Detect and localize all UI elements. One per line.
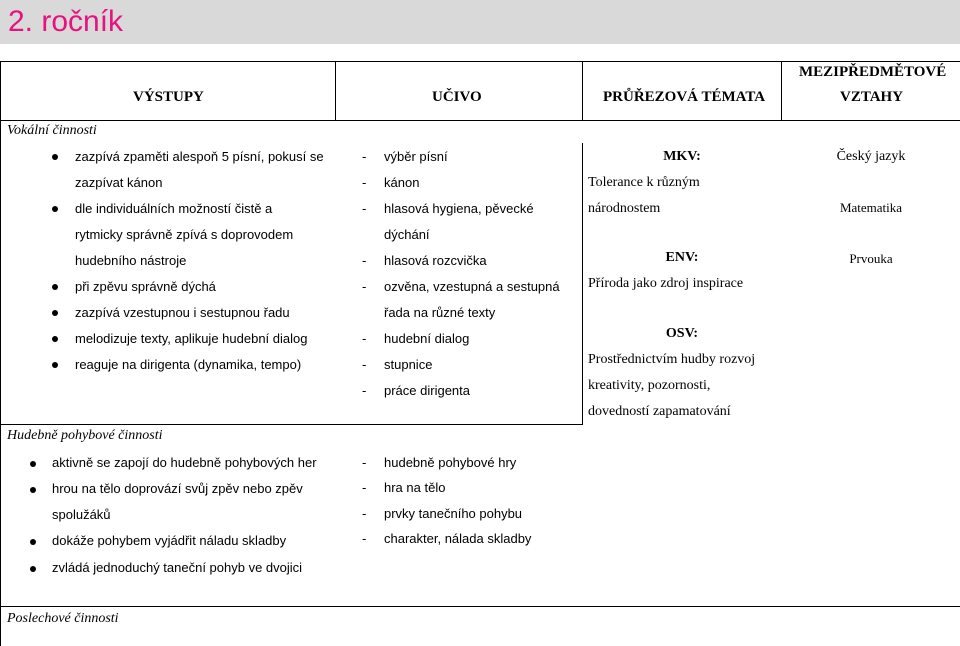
list-bullet [52,336,58,342]
list-dash: - [362,175,367,190]
list-dash: - [362,331,367,346]
mezipredmet-item: Matematika [839,200,903,215]
tema-osv-text: Prostřednictvím hudby rozvoj [588,352,756,367]
ucivo-item: hra na tělo [384,480,446,495]
tema-osv-text: dovedností zapamatování [588,404,731,419]
vystup-item-continuation: spolužáků [52,507,111,522]
list-bullet [30,566,36,572]
header-mezipredmetove-line1: MEZIPŘEDMĚTOVÉ [799,64,947,80]
grid-line-top [0,61,960,62]
list-dash: - [362,201,367,216]
heading-band [0,0,960,44]
vystup-item: zvládá jednoduchý taneční pohyb ve dvojici [52,560,303,575]
list-bullet [52,154,58,160]
list-dash: - [362,253,367,268]
header-vystupy: VÝSTUPY [133,89,204,105]
list-bullet [52,310,58,316]
list-dash: - [362,149,367,164]
header-ucivo: UČIVO [432,89,482,105]
vystup-item: dokáže pohybem vyjádřit náladu skladby [52,533,287,548]
list-dash: - [362,383,367,398]
header-mezipredmetove-line2: VZTAHY [840,89,904,105]
grid-line-header-bottom [0,120,960,121]
list-dash: - [362,455,367,470]
ucivo-item: hudebně pohybové hry [384,455,517,470]
list-bullet [52,362,58,368]
ucivo-item: hlasová hygiena, pěvecké [384,201,534,216]
ucivo-item-continuation: řada na různé texty [384,305,496,320]
grid-line-temata-divider [582,143,583,425]
list-bullet [30,487,36,493]
tema-env-text: Příroda jako zdroj inspirace [588,276,744,291]
ucivo-item: hudební dialog [384,331,470,346]
vystup-item: aktivně se zapojí do hudebně pohybových her [52,455,317,470]
section-poslechove-cinnosti: Poslechové činnosti [7,611,119,626]
list-bullet [30,539,36,545]
vystup-item-continuation: rytmicky správně zpívá s doprovodem [75,227,294,242]
ucivo-item: kánon [384,175,420,190]
mezipredmet-item: Český jazyk [836,149,906,164]
grid-line-left [0,61,1,646]
ucivo-item: charakter, nálada skladby [384,531,532,546]
vystup-item: reaguje na dirigenta (dynamika, tempo) [75,357,302,372]
grid-line-section3-top [0,606,960,607]
ucivo-item-continuation: dýchání [384,227,430,242]
list-dash: - [362,506,367,521]
list-bullet [52,284,58,290]
grid-line-ucivo-divider-header [582,61,583,121]
ucivo-item: prvky tanečního pohybu [384,506,523,521]
grid-line-temata-divider-header [781,61,782,121]
vystup-item-continuation: hudebního nástroje [75,253,187,268]
list-dash: - [362,480,367,495]
section-vokalni-cinnosti: Vokální činnosti [7,123,97,138]
header-prurezova-temata: PRŮŘEZOVÁ TÉMATA [603,89,766,105]
vystup-item-continuation: zazpívat kánon [75,175,163,190]
tema-osv-label: OSV: [665,326,699,341]
grid-line-vystupy-divider-header [335,61,336,121]
section-hudebne-pohybove-cinnosti: Hudebně pohybové činnosti [7,428,163,443]
tema-env-label: ENV: [665,250,699,265]
ucivo-item: hlasová rozcvička [384,253,487,268]
ucivo-item: práce dirigenta [384,383,470,398]
ucivo-item: stupnice [384,357,433,372]
vystup-item: při zpěvu správně dýchá [75,279,216,294]
tema-mkv-label: MKV: [663,149,701,164]
ucivo-item: ozvěna, vzestupná a sestupná [384,279,560,294]
vystup-item: melodizuje texty, aplikuje hudební dialog [75,331,308,346]
page-title: 2. ročník [8,5,124,38]
ucivo-item: výběr písní [384,149,448,164]
mezipredmet-item: Prvouka [849,251,893,266]
vystup-item: dle individuálních možností čistě a [75,201,273,216]
tema-osv-text: kreativity, pozornosti, [588,378,711,393]
grid-line-section2-top [0,424,583,425]
list-bullet [52,206,58,212]
vystup-item: zazpívá zpaměti alespoň 5 písní, pokusí se [75,149,324,164]
list-dash: - [362,279,367,294]
list-bullet [30,461,36,467]
vystup-item: hrou na tělo doprovází svůj zpěv nebo zpěv [52,481,303,496]
tema-mkv-text: národnostem [588,201,661,216]
list-dash: - [362,531,367,546]
vystup-item: zazpívá vzestupnou i sestupnou řadu [75,305,290,320]
list-dash: - [362,357,367,372]
tema-mkv-text: Tolerance k různým [588,175,700,190]
